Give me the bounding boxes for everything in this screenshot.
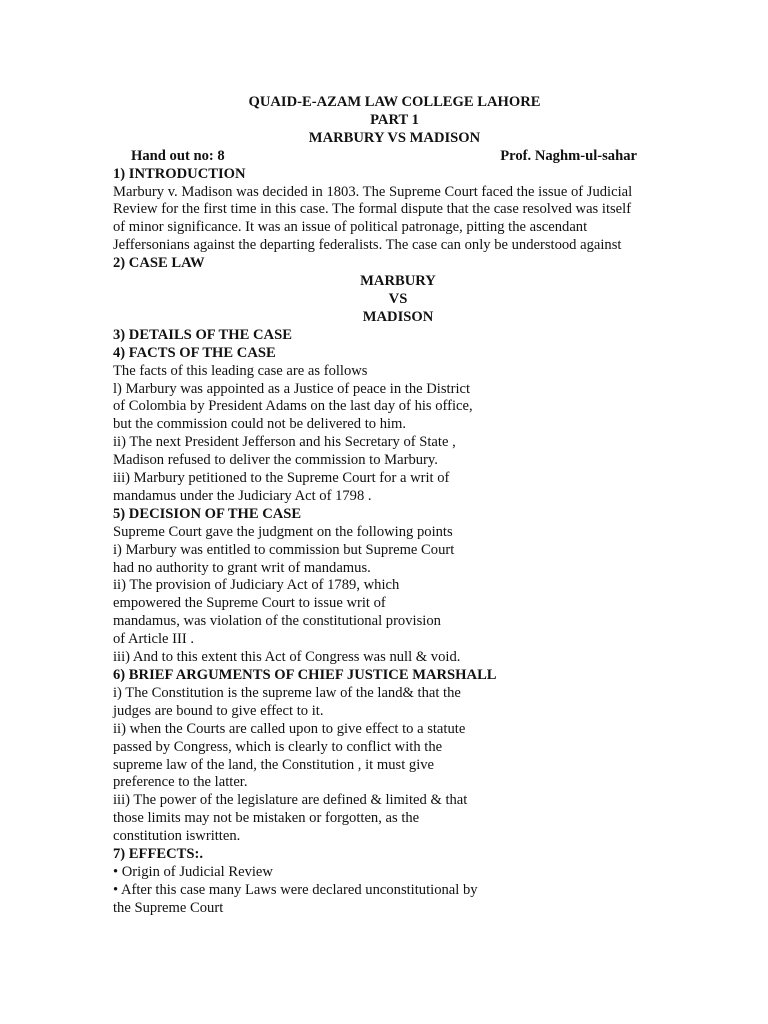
facts-line: ii) The next President Jefferson and his Secretary of State ,: [113, 434, 456, 451]
introduction-line: Review for the first time in this case. The formal dispute that the case resolved was itself: [113, 201, 632, 218]
facts-line: mandamus under the Judiciary Act of 1798 .: [113, 487, 372, 504]
introduction-heading: 1) INTRODUCTION: [113, 165, 246, 182]
case-name-madison: MADISON: [362, 308, 434, 325]
decision-line: empowered the Supreme Court to issue writ of: [113, 595, 386, 612]
effects-line: • After this case many Laws were declared unconstitutional by: [113, 881, 478, 898]
case-law-heading: 2) CASE LAW: [113, 255, 205, 272]
college-title: QUAID-E-AZAM LAW COLLEGE LAHORE: [248, 94, 541, 110]
effects-line: • Origin of Judicial Review: [113, 863, 273, 880]
facts-line: but the commission could not be delivered to him.: [113, 416, 407, 433]
arguments-line: i) The Constitution is the supreme law of the land& that the: [113, 684, 461, 701]
part-title: PART 1: [370, 111, 419, 128]
effects-line: the Supreme Court: [113, 899, 224, 916]
effects-heading: 7) EFFECTS:.: [113, 846, 203, 863]
facts-line: Madison refused to deliver the commission to Marbury.: [113, 452, 438, 469]
document-page: [113, 94, 658, 918]
arguments-heading: 6) BRIEF ARGUMENTS OF CHIEF JUSTICE MARSHALL: [113, 667, 497, 683]
arguments-line: passed by Congress, which is clearly to conflict with the: [113, 738, 443, 755]
arguments-line: constitution iswritten.: [113, 828, 241, 845]
decision-line: of Article III .: [113, 631, 195, 648]
case-name-vs: VS: [388, 290, 408, 307]
arguments-line: supreme law of the land, the Constitution , it must give: [113, 756, 435, 773]
handout-number: Hand out no: 8: [131, 147, 225, 164]
decision-line: iii) And to this extent this Act of Congress was null & void.: [113, 649, 461, 666]
professor-name: Prof. Naghm-ul-sahar: [500, 147, 637, 164]
decision-line: ii) The provision of Judiciary Act of 1789, which: [113, 577, 400, 594]
facts-line: The facts of this leading case are as follows: [113, 362, 368, 379]
decision-line: had no authority to grant writ of mandamus.: [113, 559, 371, 576]
arguments-line: preference to the latter.: [113, 774, 248, 791]
arguments-line: judges are bound to give effect to it.: [113, 702, 324, 719]
decision-line: i) Marbury was entitled to commission but Supreme Court: [113, 541, 455, 558]
introduction-line: Jeffersonians against the departing federalists. The case can only be understood against: [113, 237, 622, 254]
case-name-marbury: MARBURY: [360, 273, 436, 290]
facts-line: l) Marbury was appointed as a Justice of peace in the District: [113, 380, 471, 397]
decision-line: mandamus, was violation of the constitutional provision: [113, 613, 441, 630]
details-heading: 3) DETAILS OF THE CASE: [113, 326, 292, 343]
arguments-line: ii) when the Courts are called upon to give effect to a statute: [113, 720, 466, 737]
introduction-line: of minor significance. It was an issue of political patronage, pitting the ascendant: [113, 219, 588, 236]
arguments-line: those limits may not be mistaken or forgotten, as the: [113, 810, 420, 827]
decision-line: Supreme Court gave the judgment on the following points: [113, 523, 453, 540]
introduction-line: Marbury v. Madison was decided in 1803. The Supreme Court faced the issue of Judicial: [113, 183, 633, 200]
facts-line: iii) Marbury petitioned to the Supreme Court for a writ of: [113, 470, 450, 487]
decision-heading: 5) DECISION OF THE CASE: [113, 505, 302, 522]
handout-row: [113, 148, 658, 166]
case-title-header: MARBURY VS MADISON: [308, 129, 481, 146]
facts-heading: 4) FACTS OF THE CASE: [113, 344, 276, 361]
facts-line: of Colombia by President Adams on the last day of his office,: [113, 398, 473, 415]
arguments-line: iii) The power of the legislature are defined & limited & that: [113, 792, 468, 809]
